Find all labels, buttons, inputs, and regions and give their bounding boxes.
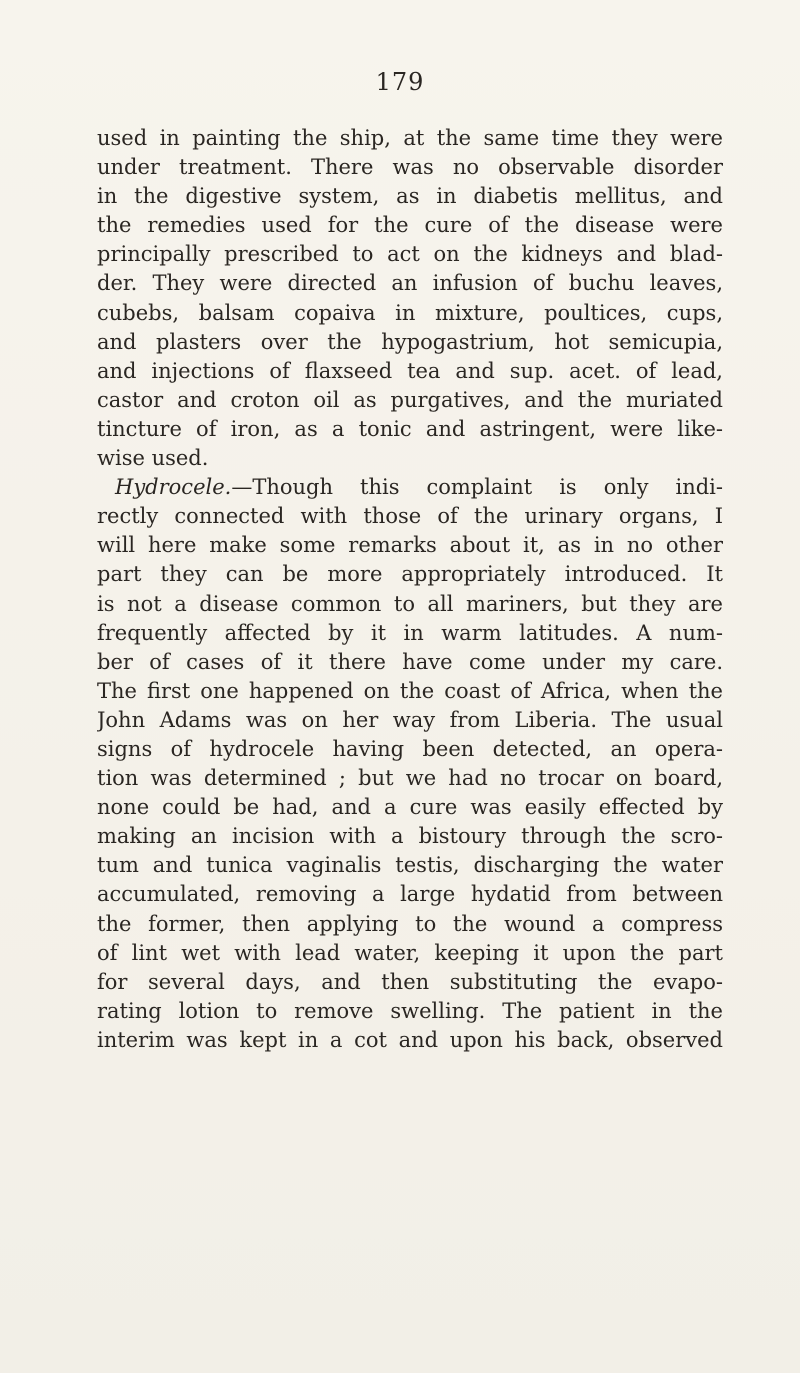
text-line: wise used.	[97, 446, 209, 471]
text-line: the remedies used for the cure of the disease were	[97, 213, 723, 238]
body-text	[97, 124, 723, 1055]
text-line: tum and tunica vaginalis testis, discharging the water	[97, 853, 723, 878]
text-line: will here make some remarks about it, as in no other	[97, 533, 723, 558]
text-line: The first one happened on the coast of Africa, when the	[97, 678, 723, 703]
text-line: principally prescribed to act on the kidneys and blad-	[97, 242, 723, 267]
text-line: interim was kept in a cot and upon his back, observed	[97, 1027, 723, 1052]
text-line: castor and croton oil as purgatives, and the muriated	[97, 387, 723, 412]
text-line: tincture of iron, as a tonic and astringent, were like-	[97, 416, 723, 441]
text-line: for several days, and then substituting the evapo-	[97, 969, 723, 994]
text-line: the former, then applying to the wound a compress	[97, 911, 723, 936]
text-line: part they can be more appropriately introduced. It	[97, 562, 723, 587]
text-line: of lint wet with lead water, keeping it upon the part	[97, 940, 723, 965]
text-line: and injections of flaxseed tea and sup. acet. of lead,	[97, 358, 723, 383]
section-first-line	[97, 473, 723, 502]
text-line: is not a disease common to all mariners, but they are	[97, 591, 723, 616]
text-line: accumulated, removing a large hydatid from between	[97, 882, 723, 907]
text-line: and plasters over the hypogastrium, hot semicupia,	[97, 329, 723, 354]
section-title: Hydrocele.	[115, 475, 232, 500]
text-line: John Adams was on her way from Liberia. The usual	[97, 707, 723, 732]
text-line: rating lotion to remove swelling. The patient in the	[97, 998, 723, 1023]
text-line: tion was determined ; but we had no trocar on board,	[97, 766, 723, 791]
text-line: frequently affected by it in warm latitudes. A num-	[97, 620, 723, 645]
text-line: cubebs, balsam copaiva in mixture, poultices, cups,	[97, 300, 723, 325]
text-line: used in painting the ship, at the same time they were	[97, 126, 723, 150]
text-line: rectly connected with those of the urinary organs, I	[97, 504, 723, 529]
text-line: none could be had, and a cure was easily effected by	[97, 795, 723, 820]
text-line: ber of cases of it there have come under my care.	[97, 649, 723, 674]
text-line: signs of hydrocele having been detected, an opera-	[97, 736, 723, 761]
text-line: making an incision with a bistoury through the scro-	[97, 824, 723, 849]
text-line: der. They were directed an infusion of buchu leaves,	[97, 271, 723, 296]
section-first-line-text: —Though this complaint is only indi-	[231, 475, 723, 500]
text-line: in the digestive system, as in diabetis mellitus, and	[97, 184, 723, 209]
text-line: under treatment. There was no observable disorder	[97, 155, 723, 180]
page-number: 179	[375, 68, 425, 96]
